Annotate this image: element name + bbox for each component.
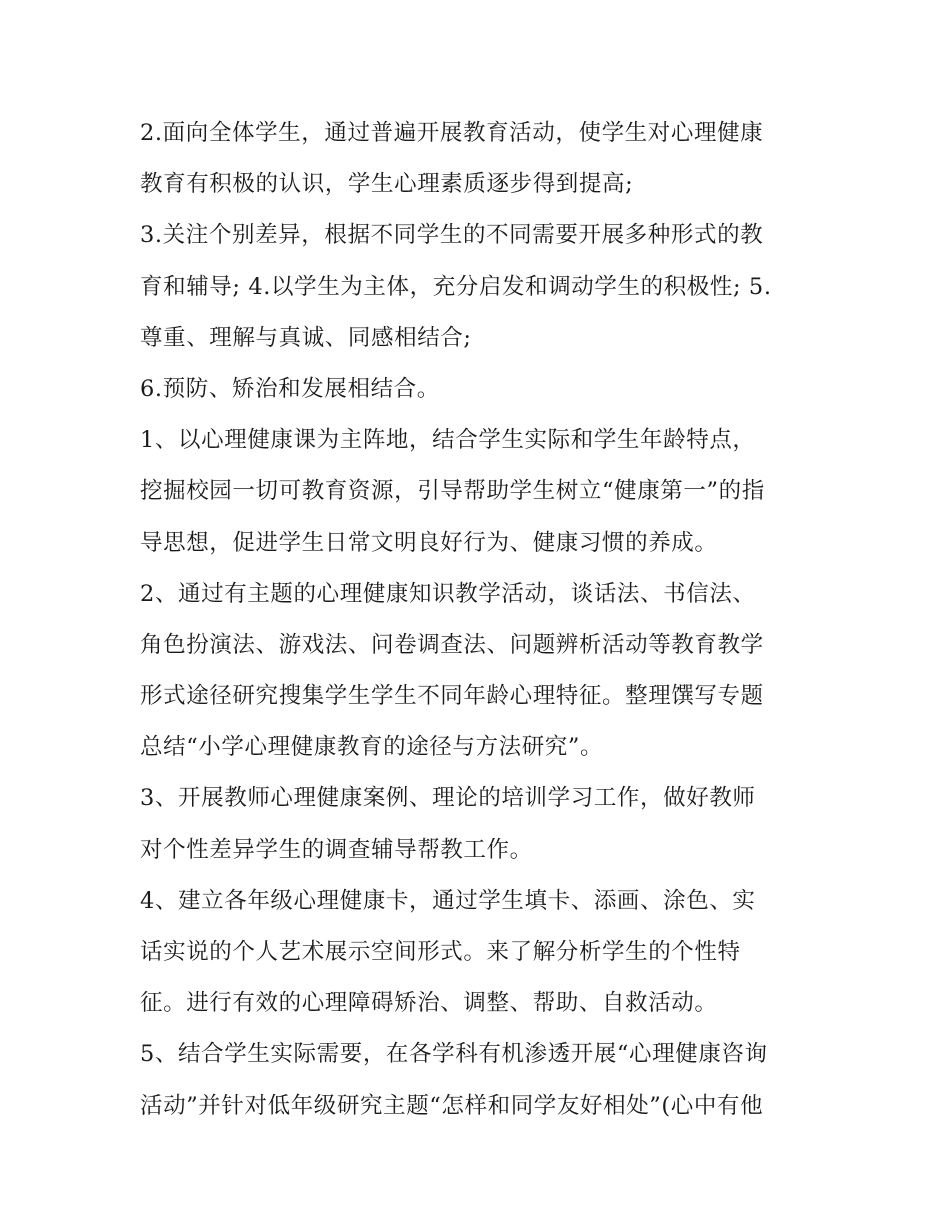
- text-line: 话实说的个人艺术展示空间形式。来了解分析学生的个性特: [140, 939, 741, 965]
- text-line: 导思想，促进学生日常文明良好行为、健康习惯的养成。: [140, 529, 718, 556]
- text-line: 3、开展教师心理健康案例、理论的培训学习工作，做好教师: [140, 785, 756, 812]
- text-line: 2.面向全体学生，通过普遍开展教育活动，使学生对心理健康: [140, 120, 764, 146]
- text-line: 3.关注个别差异，根据不同学生的不同需要开展多种形式的教: [140, 222, 764, 249]
- text-line: 教育有积极的认识，学生心理素质逐步得到提高;: [140, 171, 634, 198]
- text-line: 对个性差异学生的调查辅导帮教工作。: [140, 836, 533, 863]
- text-line: 6.预防、矫治和发展相结合。: [140, 375, 440, 402]
- text-line: 活动”并针对低年级研究主题“怎样和同学友好相处”(心中有他: [140, 1092, 764, 1119]
- text-line: 4、建立各年级心理健康卡，通过学生填卡、添画、涂色、实: [140, 887, 756, 914]
- text-line: 总结“小学心理健康教育的途径与方法研究”。: [140, 734, 604, 761]
- text-line: 挖掘校园一切可教育资源，引导帮助学生树立“健康第一”的指: [140, 478, 765, 505]
- text-line: 角色扮演法、游戏法、问卷调查法、问题辨析活动等教育教学: [140, 631, 764, 658]
- text-line: 5、结合学生实际需要，在各学科有机渗透开展“心理健康咨询: [140, 1041, 768, 1068]
- text-line: 征。进行有效的心理障碍矫治、调整、帮助、自救活动。: [140, 990, 718, 1017]
- text-line: 1、以心理健康课为主阵地，结合学生实际和学生年龄特点，: [140, 427, 756, 454]
- text-line: 形式途径研究搜集学生学生不同年龄心理特征。整理馔写专题: [140, 683, 764, 710]
- text-line: 2、通过有主题的心理健康知识教学活动，谈话法、书信法、: [140, 580, 756, 607]
- text-line: 育和辅导; 4.以学生为主体，充分启发和调动学生的积极性; 5.: [140, 273, 772, 300]
- text-line: 尊重、理解与真诚、同感相结合;: [140, 324, 472, 351]
- document-body: [140, 108, 820, 1132]
